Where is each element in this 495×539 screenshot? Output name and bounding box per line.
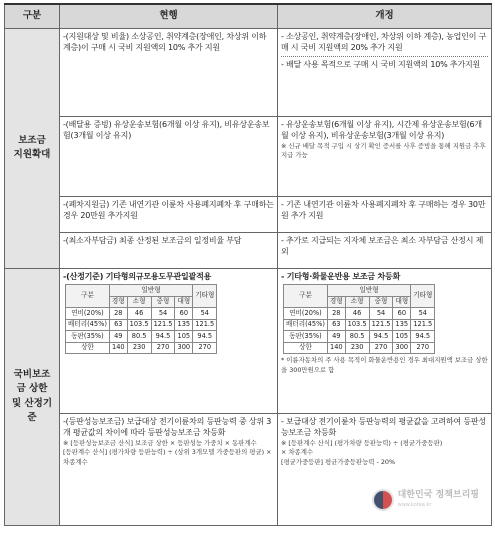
s1-row-1 — [5, 28, 492, 116]
sub-table-cell: 60 — [393, 308, 411, 320]
revised-subsidy-table — [283, 284, 435, 354]
s1-row-4 — [5, 232, 492, 268]
s2-r1-revised-title: - 기타형·화물운반용 보조금 차등화 — [281, 271, 401, 281]
sub-table-cell: 94.5 — [369, 331, 393, 343]
sub-table-cell: 121.5 — [369, 319, 393, 331]
sub-table-cell: 46 — [345, 308, 369, 320]
header-row — [5, 4, 492, 28]
sub-table-cell: 103.5 — [345, 319, 369, 331]
sub-table-cell: 94.5 — [411, 331, 435, 343]
s2-r2-current-note-2: [등판계수 산식] (평가차량 등판능력) ÷ (상위 3개모델 가중등판의 평균) × 차종계수 — [63, 448, 272, 466]
sub-table-row — [284, 319, 435, 331]
sub-table-cell: 동판(35%) — [284, 331, 328, 343]
sub-table-cell: 28 — [327, 308, 345, 320]
header-revised: 개정 — [278, 4, 492, 28]
sub-table-cell: 94.5 — [193, 331, 217, 343]
s1-r2-revised-note: ※ 신규 배달 목적 구입 시 상기 확인 증서를 사후 증빙을 통해 지원금 추후 지급 가능 — [281, 141, 486, 160]
s1-r4-revised — [278, 232, 492, 268]
watermark-sub: www.korea.kr — [397, 502, 432, 509]
s2-r1-revised-note: * 이륜자동차의 주 사용 목적이 화물운반용인 경우 최대지원액 보조금 상한을 300만원으로 함 — [281, 356, 488, 374]
sub-table-cell: 연비(20%) — [66, 308, 110, 320]
s1-r4-current-text: -(최소자부담금) 최종 산정된 보조금의 일정비율 부담 — [63, 235, 242, 245]
sub-table-cell: 54 — [193, 308, 217, 320]
sub-table-cell: 배터리(45%) — [66, 319, 110, 331]
sub-table-cell: 230 — [345, 342, 369, 354]
sub-table-cell: 49 — [327, 331, 345, 343]
s1-r1-revised — [278, 28, 492, 116]
sub-table-cell: 105 — [393, 331, 411, 343]
s2-r2-current-text: -(등판성능보조금) 보급대상 전기이륜차의 등판능력 중 상위 3개 평균값의 차이에 따라 등판성능보조금 차등화 — [63, 416, 272, 438]
sub-table-row — [66, 319, 217, 331]
s2-r2-revised-note-2: × 차종계수 — [281, 448, 314, 457]
s1-row-2 — [5, 116, 492, 196]
sub-table-cell: 135 — [393, 319, 411, 331]
sub-table-cell: 121.5 — [151, 319, 175, 331]
sub-header-gubun: 구분 — [66, 285, 110, 308]
comparison-table — [4, 3, 492, 526]
s2-r1-current-title: -(산정기준) 기타형의규모용도무관일괄적용 — [63, 271, 212, 281]
sub-header-col: 경형 — [327, 296, 345, 308]
sub-header-col: 중형 — [151, 296, 175, 308]
sub-table-cell: 상한 — [66, 342, 110, 354]
sub-header-col: 소형 — [127, 296, 151, 308]
sub-table-cell: 63 — [109, 319, 127, 331]
sub-table-cell: 121.5 — [193, 319, 217, 331]
s1-r3-revised-text: - 기존 내연기관 이륜차 사용폐지폐차 후 구매하는 경우 30만원 추가 지원 — [281, 199, 486, 221]
watermark-text: 대한민국 정책브리핑 — [397, 490, 479, 501]
s1-r2-current — [60, 116, 278, 196]
sub-table-cell: 80.5 — [345, 331, 369, 343]
sub-table-cell: 동판(35%) — [66, 331, 110, 343]
sub-table-cell: 270 — [411, 342, 435, 354]
sub-table-cell: 105 — [175, 331, 193, 343]
s1-r4-current — [60, 232, 278, 268]
sub-table-cell: 상한 — [284, 342, 328, 354]
sub-table-cell: 54 — [411, 308, 435, 320]
sub-header-col: 대형 — [175, 296, 193, 308]
s1-r2-revised-text: - 유상운송보험(6개월 이상 유지), 시간제 유상운송보험(6개월 이상 유지), 비유상운송보험(3개월 이상 유지) — [281, 119, 482, 141]
s2-r2-revised-text: - 보급대상 전기이륜차 등판능력의 평균값을 고려하여 등판성능보조금 차등화 — [281, 416, 486, 438]
s1-category: 보조금 지원확대 — [5, 28, 60, 268]
s2-r2-revised — [278, 413, 492, 525]
s1-r2-current-text: -(배달용 증빙) 유상운송보험(6개월 이상 유지), 비유상운송보험(3개월 이상 유지) — [63, 119, 270, 141]
sub-table-cell: 배터리(45%) — [284, 319, 328, 331]
sub-table-cell: 300 — [393, 342, 411, 354]
sub-table-cell: 46 — [127, 308, 151, 320]
sub-header-gita: 기타형 — [411, 285, 435, 308]
document-page — [4, 3, 491, 535]
sub-table-cell: 63 — [327, 319, 345, 331]
s2-r2-current — [60, 413, 278, 525]
sub-header-gubun: 구분 — [284, 285, 328, 308]
sub-table-cell: 135 — [175, 319, 193, 331]
sub-table-cell: 121.5 — [411, 319, 435, 331]
s2-r2-revised-note-1: ※ [등판계수 산식] (평가차량 등판능력) ÷ (평균가중등판) — [281, 438, 443, 447]
s1-r1-current — [60, 28, 278, 116]
sub-header-col: 중형 — [369, 296, 393, 308]
sub-table-cell: 80.5 — [127, 331, 151, 343]
s1-r4-revised-text: - 추가로 지급되는 지자체 보조금은 최소 자부담금 산정시 제외 — [281, 235, 484, 257]
sub-table-cell: 연비(20%) — [284, 308, 328, 320]
s2-r1-revised — [278, 268, 492, 413]
header-current: 현행 — [60, 4, 278, 28]
s2-row-1 — [5, 268, 492, 413]
sub-header-col: 경형 — [109, 296, 127, 308]
sub-table-cell: 54 — [369, 308, 393, 320]
sub-table-row — [66, 308, 217, 320]
sub-header-ilban: 일반형 — [327, 285, 410, 297]
sub-table-cell: 140 — [327, 342, 345, 354]
s1-r3-current — [60, 196, 278, 232]
sub-header-gita: 기타형 — [193, 285, 217, 308]
s2-r1-current — [60, 268, 278, 413]
s1-row-3 — [5, 196, 492, 232]
sub-table-row — [284, 308, 435, 320]
divider — [281, 56, 488, 57]
s1-r3-revised — [278, 196, 492, 232]
s2-r2-current-note-1: ※ [등판성능보조금 산식] 보조금 상한 × 등판성능 가중치 × 동판계수 — [63, 438, 257, 447]
sub-table-cell: 54 — [151, 308, 175, 320]
sub-table-cell: 230 — [127, 342, 151, 354]
sub-header-col: 소형 — [345, 296, 369, 308]
watermark — [372, 489, 479, 511]
s2-category: 국비보조 금 상한 및 산정기 준 — [5, 268, 60, 525]
sub-table-cell: 103.5 — [127, 319, 151, 331]
current-subsidy-table — [65, 284, 217, 354]
sub-table-cell: 300 — [175, 342, 193, 354]
sub-table-cell: 49 — [109, 331, 127, 343]
s1-r1-revised-text-1: - 소상공인, 취약계층(장애인, 차상위 이하 계층), 농업인이 구매 시 국비 지원액의 20% 추가 지원 — [281, 31, 487, 53]
sub-table-cell: 28 — [109, 308, 127, 320]
sub-table-row — [284, 342, 435, 354]
sub-table-row — [66, 331, 217, 343]
s1-r3-current-text: -(폐차지원금) 기존 내연기관 이륜차 사용폐지폐차 후 구매하는 경우 20만원 추가지원 — [63, 199, 274, 221]
sub-table-cell: 270 — [369, 342, 393, 354]
s1-r1-current-text: -(지원대상 및 비율) 소상공인, 취약계층(장애인, 차상위 이하 계층)이 구매 시 국비 지원액의 10% 추가 지원 — [63, 31, 267, 53]
sub-table-cell: 270 — [151, 342, 175, 354]
s2-r2-revised-note-3: [평균가중등판] 평균가중등판능력 - 20% — [281, 457, 396, 466]
sub-table-cell: 140 — [109, 342, 127, 354]
korea-logo-icon — [372, 489, 394, 511]
s1-r1-revised-text-2: - 배달 사용 목적으로 구매 시 국비 지원액의 10% 추가지원 — [281, 59, 481, 69]
sub-table-cell: 94.5 — [151, 331, 175, 343]
sub-header-col: 대형 — [393, 296, 411, 308]
header-gubun: 구분 — [5, 4, 60, 28]
s2-row-2 — [5, 413, 492, 525]
sub-table-row — [284, 331, 435, 343]
sub-header-ilban: 일반형 — [109, 285, 192, 297]
sub-table-cell: 270 — [193, 342, 217, 354]
sub-table-row — [66, 342, 217, 354]
sub-table-cell: 60 — [175, 308, 193, 320]
s1-r2-revised — [278, 116, 492, 196]
